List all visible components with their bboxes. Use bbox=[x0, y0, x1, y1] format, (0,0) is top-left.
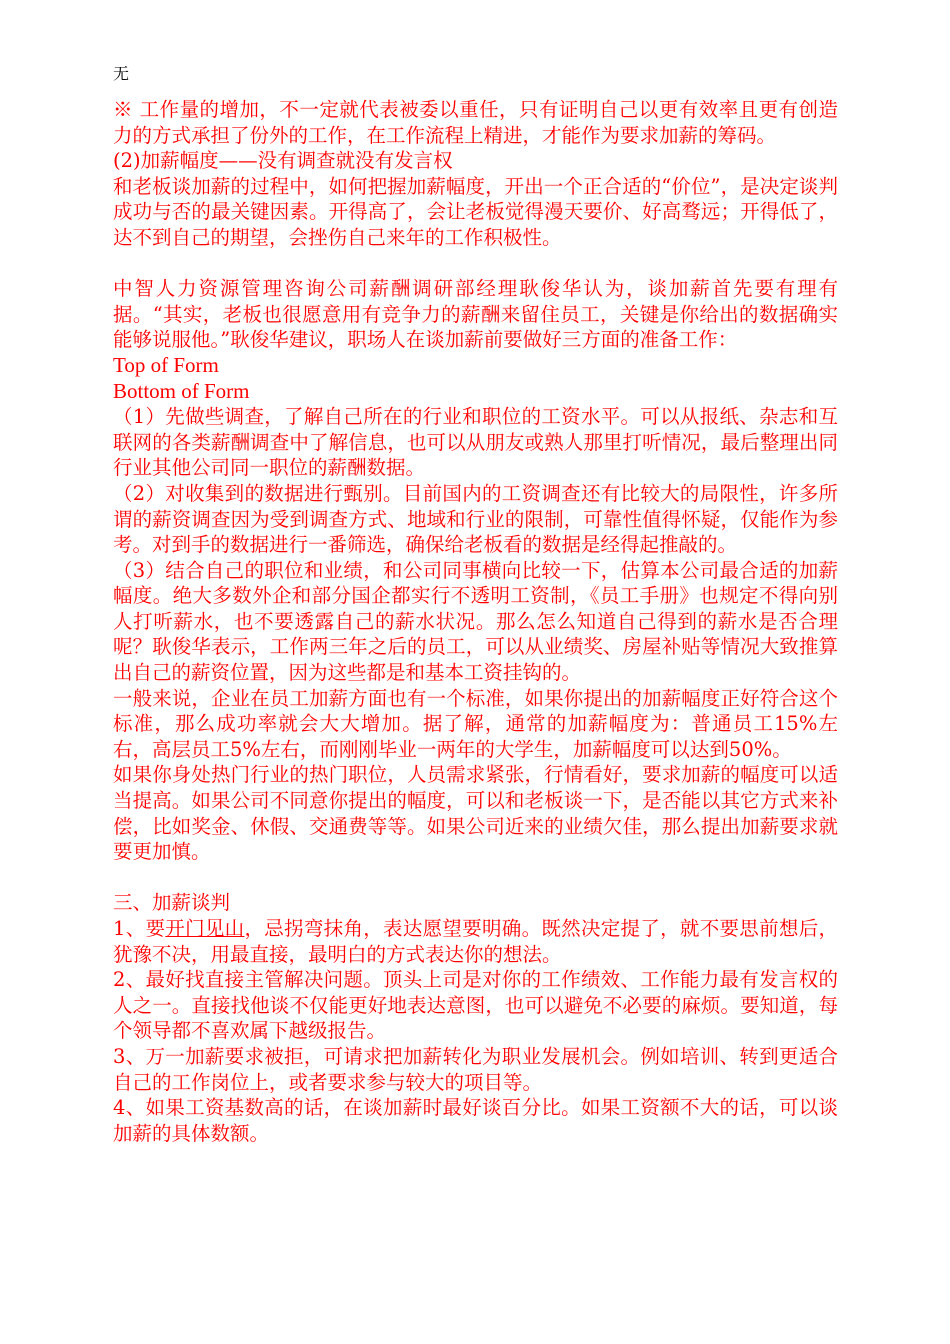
section-title: 三、加薪谈判 bbox=[113, 891, 231, 915]
paragraph-hot-industry: 如果你身处热门行业的热门职位，人员需求紧张，行情看好，要求加薪的幅度可以适当提高。如果公司不同意你提出的幅度，可以和老板谈一下，是否能以其它方式来补偿，比如奖金、休假、交通费等等。如果公司近来的业绩欠佳，那么提出加薪要求就要更加慎。 bbox=[113, 763, 838, 864]
spacer bbox=[113, 251, 838, 277]
list-item-survey: （1）先做些调查，了解自己所在的行业和职位的工资水平。可以从报纸、杂志和互联网的各类薪酬调查中了解信息，也可以从朋友或熟人那里打听情况，最后整理出同行业其他公司同一职位的薪酬数据。 bbox=[113, 405, 838, 480]
paragraph-raise-standard: 一般来说，企业在员工加薪方面也有一个标准，如果你提出的加薪幅度正好符合这个标准，那么成功率就会大大增加。据了解，通常的加薪幅度为：普通员工15%左右，高层员工5%左右，而刚刚毕业一两年的大学生，加薪幅度可以达到50%。 bbox=[113, 686, 838, 761]
paragraph-raise-range: 和老板谈加薪的过程中，如何把握加薪幅度，开出一个正合适的“价位”，是决定谈判成功与否的最关键因素。开得高了，会让老板觉得漫天要价、好高骛远；开得低了，达不到自己的期望，会挫伤自己来年的工作积极性。 bbox=[113, 174, 838, 249]
form-marker-bottom: Bottom of Form bbox=[113, 378, 250, 403]
list-item-compare: （3）结合自己的职位和业绩，和公司同事横向比较一下，估算本公司最合适的加薪幅度。绝大多数外企和部分国企都实行不透明工资制，《员工手册》也规定不得向别人打听薪水，也不要透露自己的薪水状况。那么怎么知道自己得到的薪水是否合理呢？耿俊华表示，工作两三年之后的员工，可以从业绩奖、房屋补贴等情况大致推算出自己的薪资位置，因为这些都是和基本工资挂钩的。 bbox=[113, 558, 838, 685]
idiom-link[interactable]: 开门见山 bbox=[165, 917, 245, 940]
document-body bbox=[113, 97, 838, 1146]
subheading-raise-range: (2)加薪幅度——没有调查就没有发言权 bbox=[113, 149, 453, 173]
tip-item-3: 3、万一加薪要求被拒，可请求把加薪转化为职业发展机会。例如培训、转到更适合自己的工作岗位上，或者要求参与较大的项目等。 bbox=[113, 1044, 838, 1094]
page-header: 无 bbox=[113, 64, 130, 83]
paragraph-workload-note: ※ 工作量的增加，不一定就代表被委以重任，只有证明自己以更有效率且更有创造力的方式承担了份外的工作，在工作流程上精进，才能作为要求加薪的筹码。 bbox=[113, 98, 838, 147]
spacer bbox=[113, 865, 838, 891]
list-item-filter-data: （2）对收集到的数据进行甄别。目前国内的工资调查还有比较大的局限性，许多所谓的薪资调查因为受到调查方式、地域和行业的限制，可靠性值得怀疑，仅能作为参考。对到手的数据进行一番筛选，确保给老板看的数据是经得起推敲的。 bbox=[113, 481, 838, 557]
tip-item-1-text: ，忌拐弯抹角，表达愿望要明确。既然决定提了，就不要思前想后，犹豫不决，用最直接，最明白的方式表达你的想法。 bbox=[113, 917, 838, 966]
paragraph-expert-opinion: 中智人力资源管理咨询公司薪酬调研部经理耿俊华认为，谈加薪首先要有理有据。“其实，老板也很愿意用有竞争力的薪酬来留住员工，关键是你给出的数据确实能够说服他。”耿俊华建议，职场人在谈加薪前要做好三方面的准备工作： bbox=[113, 277, 838, 352]
form-marker-top: Top of Form bbox=[113, 352, 219, 377]
tip-item-2: 2、最好找直接主管解决问题。顶头上司是对你的工作绩效、工作能力最有发言权的人之一。直接找他谈不仅能更好地表达意图，也可以避免不必要的麻烦。要知道，每个领导都不喜欢属下越级报告。 bbox=[113, 968, 838, 1043]
tip-item-1 bbox=[113, 916, 838, 967]
tip-item-4: 4、如果工资基数高的话，在谈加薪时最好谈百分比。如果工资额不大的话，可以谈加薪的具体数额。 bbox=[113, 1096, 838, 1145]
tip-item-1-prefix: 1、要 bbox=[113, 917, 166, 940]
